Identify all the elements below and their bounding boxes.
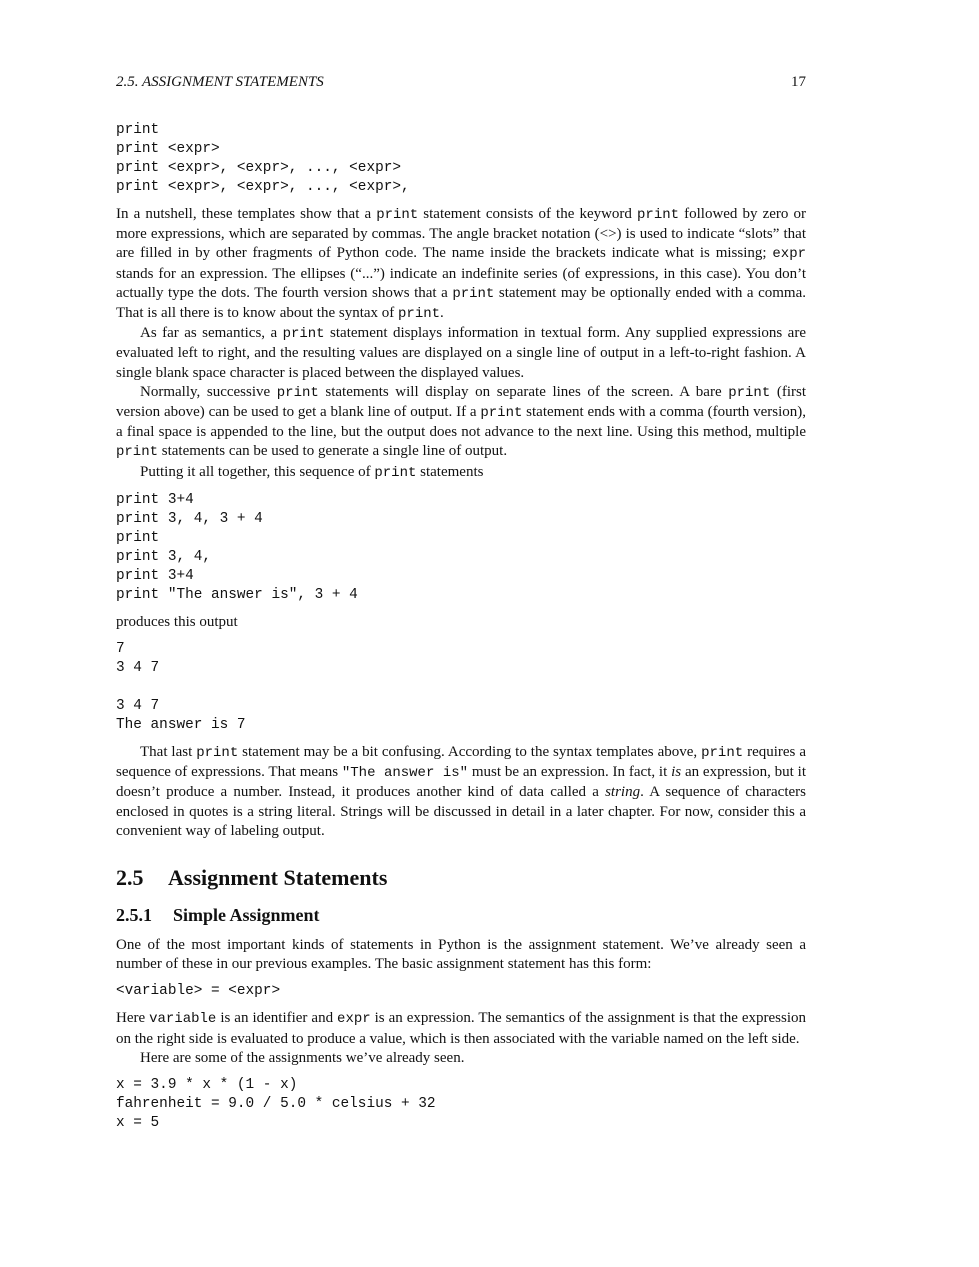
subsection-heading: 2.5.1 Simple Assignment (116, 905, 320, 926)
running-head (116, 74, 806, 91)
assignment-syntax-template: <variable> = <expr> (116, 983, 281, 1000)
running-head-section: 2.5. ASSIGNMENT STATEMENTS (116, 74, 324, 90)
paragraph-syntax: In a nutshell, these templates show that a print statement consists of the keyword print followed by zero or more expressions, which are separated by commas. The angle bracket notation (<>) is used to indicate “slots” that are filled in by other fragments of Python code. The name inside the brackets indicate what is missing; expr stands for an expression. The ellipses (“...”) indicate an indefinite series (of expressions, in this case). You don’t actually type the dots. The fourth version shows that a print statement may be optionally ended with a comma. That is all there is to know about the syntax of print. (116, 206, 806, 323)
print-example-code: print 3+4 print 3, 4, 3 + 4 print print 3, 4, print 3+4 print "The answer is", 3 + 4 (116, 491, 358, 603)
paragraph-putting-together: Putting it all together, this sequence of print statements (140, 463, 484, 481)
paragraph-successive-print: Normally, successive print statements will display on separate lines of the screen. A bare print (first version above) can be used to get a blank line of output. If a print statement ends with a comma (fourth version), a final space is appended to the line, but the output does not advance to the next line. Using this method, multiple print statements can be used to generate a single line of output. (116, 383, 806, 461)
page-number: 17 (791, 74, 806, 90)
paragraph-last-print: That last print statement may be a bit confusing. According to the syntax templates above, print requires a sequence of expressions. That means "The answer is" must be an expression. In fact, it is an expression, but it doesn’t produce a number. Instead, it produces another kind of data called a string. A sequence of characters enclosed in quotes is a string literal. Strings will be discussed in detail in a later chapter. For now, consider this a convenient way of labeling output. (116, 744, 806, 839)
paragraph-produces-output: produces this output (116, 613, 238, 630)
section-heading: 2.5 Assignment Statements (116, 865, 388, 891)
print-syntax-templates: print print <expr> print <expr>, <expr>, ..., <expr> print <expr>, <expr>, ..., <expr>, (116, 122, 410, 195)
print-example-output: 7 3 4 7 3 4 7 The answer is 7 (116, 641, 246, 734)
paragraph-assignment-intro: One of the most important kinds of statements in Python is the assignment statement. We’ve already seen a number of these in our previous examples. The basic assignment statement has this form: (116, 937, 806, 973)
paragraph-assignment-semantics: Here variable is an identifier and expr is an expression. The semantics of the assignment is that the expression on the right side is evaluated to produce a value, which is then associated with the variable named on the left side. (116, 1010, 806, 1047)
page (116, 74, 806, 1133)
assignment-example-code: x = 3.9 * x * (1 - x) fahrenheit = 9.0 / 5.0 * celsius + 32 x = 5 (116, 1077, 436, 1132)
paragraph-assignments-seen: Here are some of the assignments we’ve already seen. (140, 1049, 465, 1066)
paragraph-semantics: As far as semantics, a print statement displays information in textual form. Any supplied expressions are evaluated left to right, and the resulting values are displayed on a single line of output in a left-to-right fashion. A single blank space character is placed between the displayed values. (116, 325, 806, 381)
